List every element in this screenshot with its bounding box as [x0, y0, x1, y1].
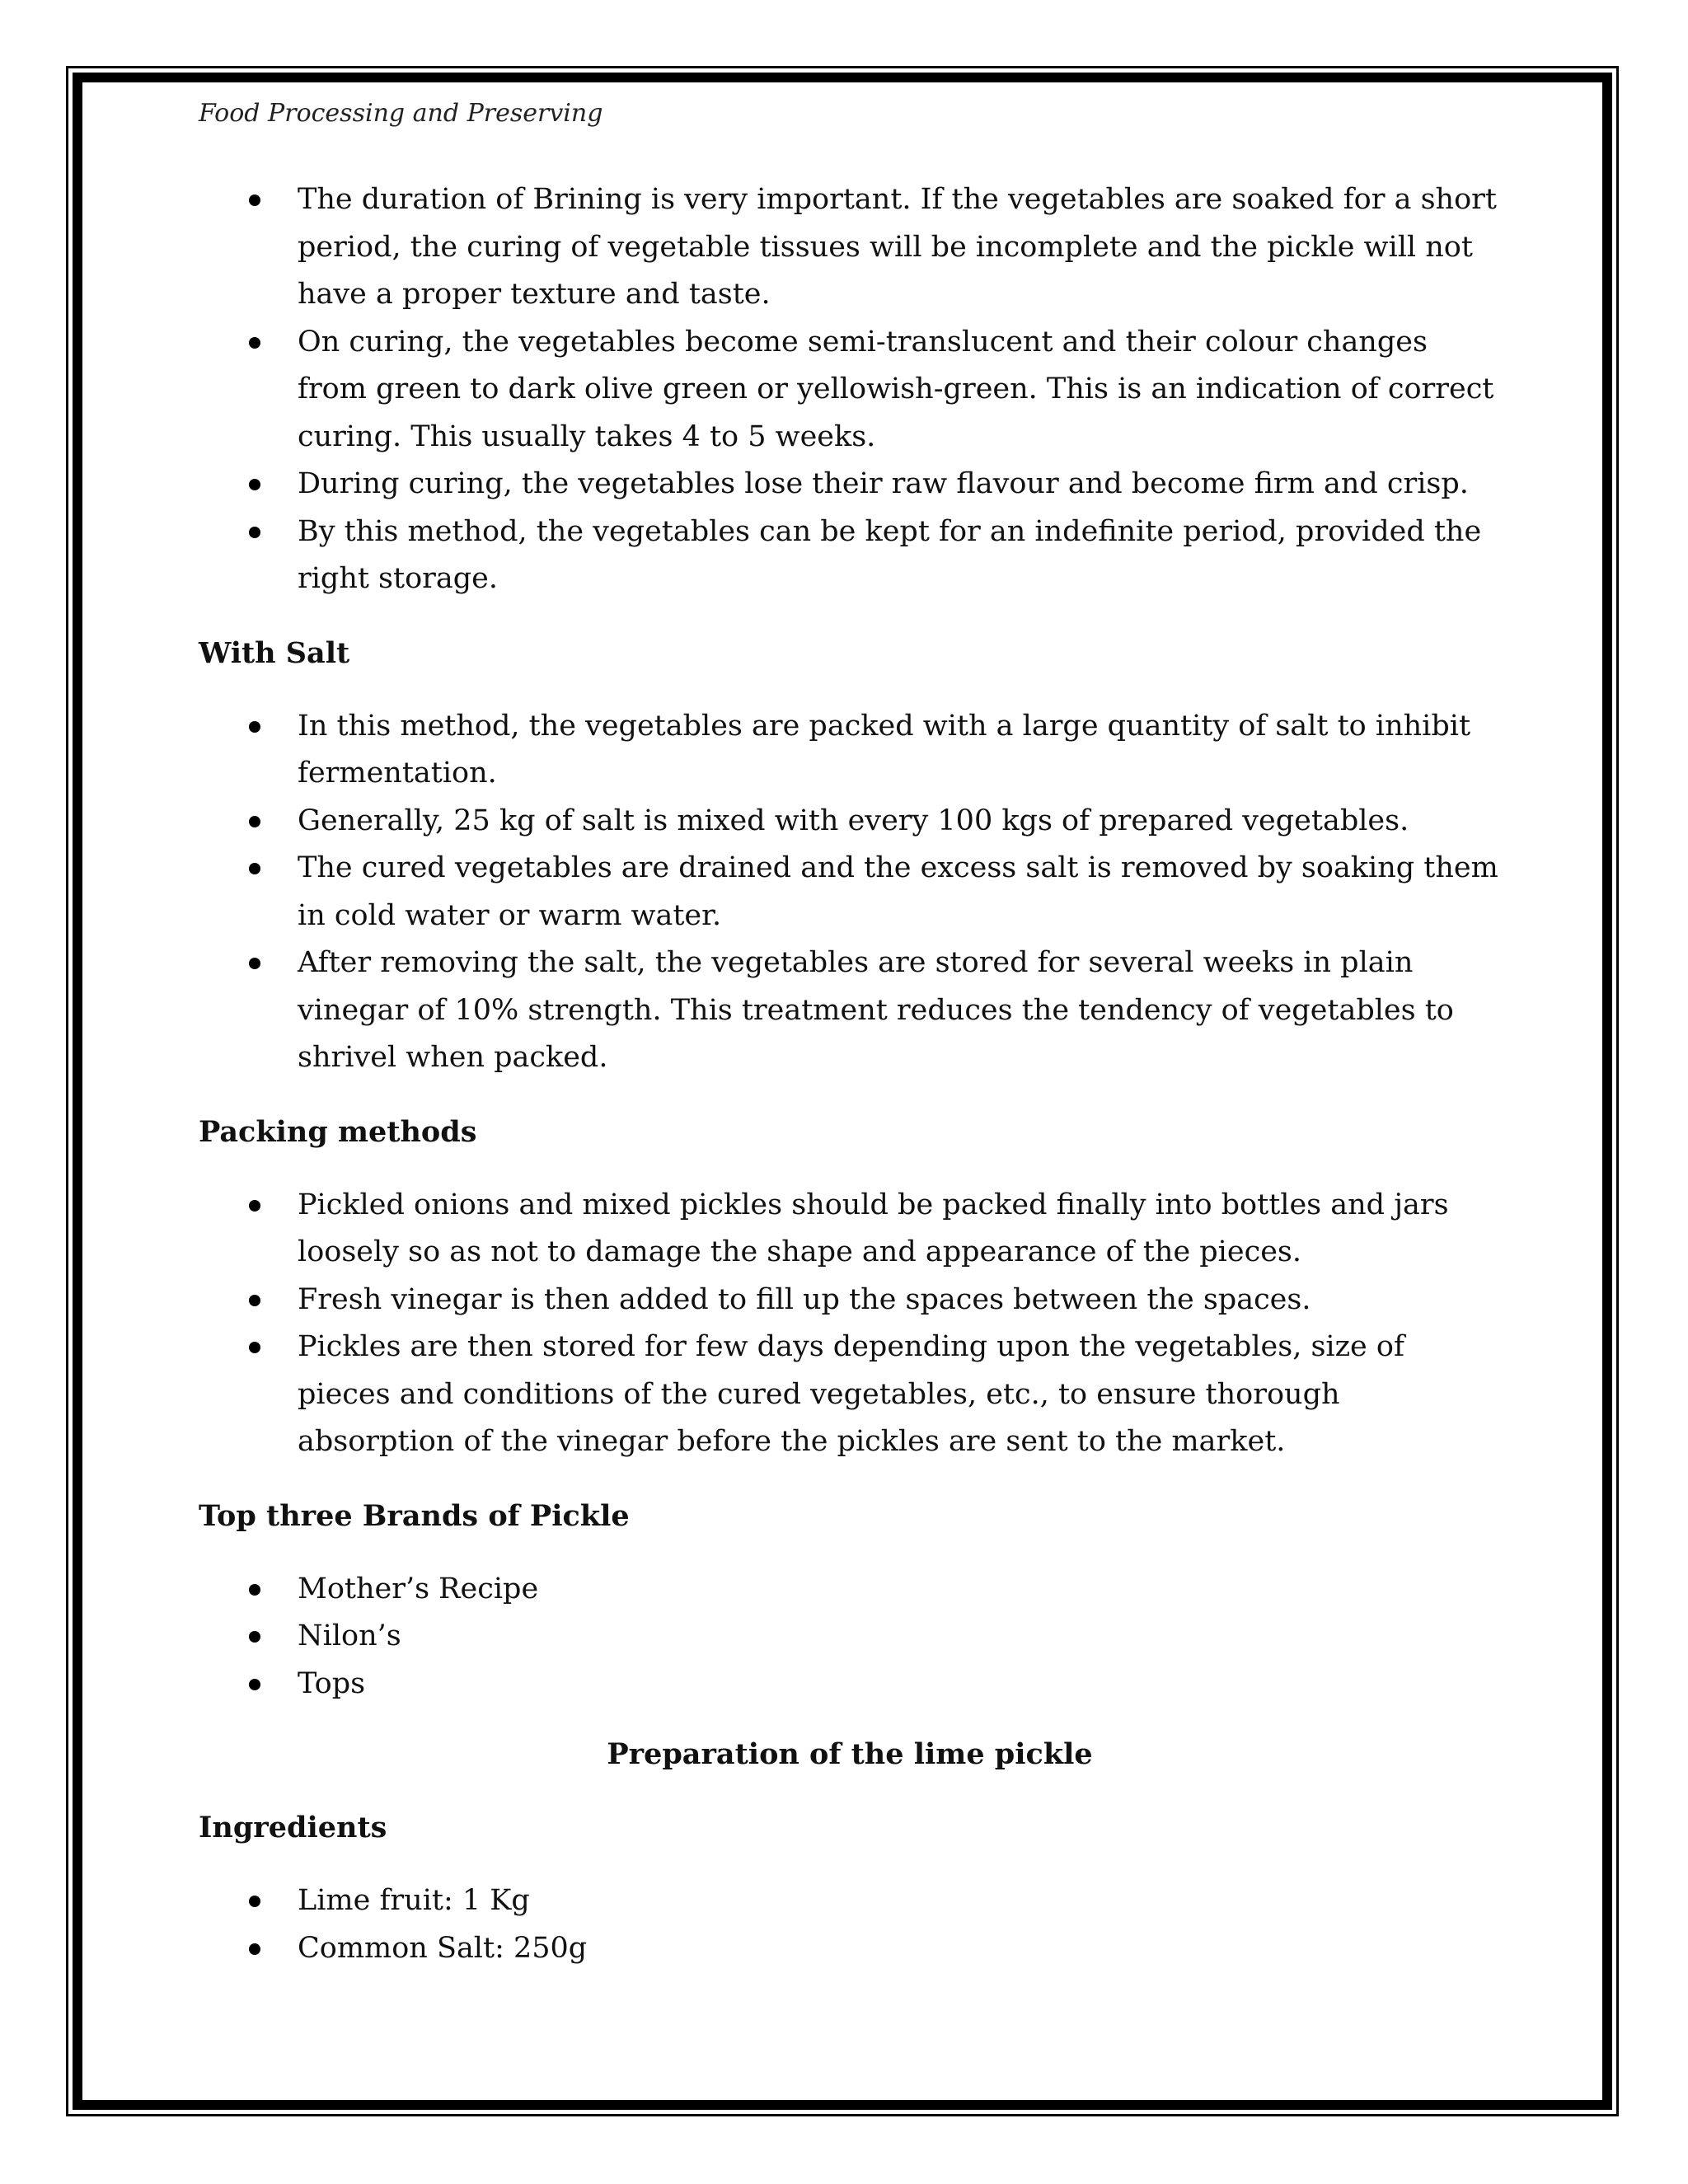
- bullet-icon: [249, 1631, 260, 1643]
- list-item: [199, 1877, 1501, 1925]
- list-item: [199, 1613, 1501, 1661]
- list-item: [199, 1324, 1501, 1466]
- list-item-text: The duration of Brining is very important. If the vegetables are soaked for a short period, the curing of vegetable tissues will be incomplete and the pickle will not have a proper texture and taste.: [298, 183, 1497, 311]
- bullet-icon: [249, 527, 260, 538]
- bullet-icon: [249, 863, 260, 874]
- list-item: [199, 845, 1501, 940]
- list-item: [199, 1661, 1501, 1708]
- list-item-text: Pickles are then stored for few days depending upon the vegetables, size of pieces and conditions of the cured vegetables, etc., to ensure thorough absorption of the vinegar before the pickles are sent to the market.: [298, 1330, 1404, 1458]
- list-item-text: Common Salt: 250g: [298, 1931, 588, 1965]
- ingredients-list: [199, 1877, 1501, 1972]
- bullet-icon: [249, 1679, 260, 1690]
- list-item-text: Mother’s Recipe: [298, 1572, 539, 1605]
- top-brands-list: [199, 1566, 1501, 1708]
- bullet-icon: [249, 1200, 260, 1212]
- bullet-icon: [249, 1943, 260, 1955]
- list-item-text: In this method, the vegetables are packed with a large quantity of salt to inhibit fermentation.: [298, 709, 1471, 790]
- list-item-text: Fresh vinegar is then added to fill up the spaces between the spaces.: [298, 1282, 1311, 1316]
- section-heading-with-salt: With Salt: [199, 635, 350, 670]
- bullet-icon: [249, 194, 260, 206]
- page-content: [199, 97, 1501, 1972]
- list-item: [199, 798, 1501, 846]
- list-item-text: During curing, the vegetables lose their raw flavour and become firm and crisp.: [298, 467, 1469, 500]
- list-item: [199, 1925, 1501, 1973]
- with-salt-list: [199, 703, 1501, 1082]
- list-item-text: On curing, the vegetables become semi-translucent and their colour changes from green to dark olive green or yellowish-green. This is an indication of correct curing. This usually takes 4 to 5 weeks.: [298, 325, 1494, 453]
- list-item-text: The cured vegetables are drained and the excess salt is removed by soaking them in cold water or warm water.: [298, 851, 1498, 932]
- list-item: [199, 1182, 1501, 1277]
- section-heading-packing-methods: Packing methods: [199, 1114, 477, 1149]
- bullet-icon: [249, 1584, 260, 1596]
- list-item: [199, 176, 1501, 319]
- list-item-text: Generally, 25 kg of salt is mixed with every 100 kgs of prepared vegetables.: [298, 804, 1409, 837]
- bullet-icon: [249, 721, 260, 733]
- bullet-icon: [249, 816, 260, 827]
- list-item: [199, 703, 1501, 798]
- bullet-icon: [249, 479, 260, 490]
- bullet-icon: [249, 1295, 260, 1306]
- list-item-text: Tops: [298, 1666, 366, 1700]
- brining-list: [199, 176, 1501, 603]
- bullet-icon: [249, 958, 260, 969]
- list-item-text: After removing the salt, the vegetables are stored for several weeks in plain vinegar of 10% strength. This treatment reduces the tendency of vegetables to shrivel when packed.: [298, 946, 1454, 1074]
- list-item: [199, 1566, 1501, 1614]
- lime-pickle-title: Preparation of the lime pickle: [607, 1737, 1093, 1771]
- list-item-text: By this method, the vegetables can be kept for an indefinite period, provided the right storage.: [298, 514, 1482, 595]
- packing-methods-list: [199, 1182, 1501, 1466]
- section-heading-ingredients: Ingredients: [199, 1811, 387, 1844]
- running-header: Food Processing and Preserving: [199, 99, 603, 128]
- list-item: [199, 509, 1501, 603]
- list-item: [199, 1277, 1501, 1324]
- section-heading-top-brands: Top three Brands of Pickle: [199, 1498, 630, 1533]
- bullet-icon: [249, 337, 260, 349]
- list-item-text: Nilon’s: [298, 1619, 401, 1652]
- list-item-text: Pickled onions and mixed pickles should be packed finally into bottles and jars loosely so as not to damage the shape and appearance of the pieces.: [298, 1188, 1449, 1268]
- list-item: [199, 940, 1501, 1082]
- list-item: [199, 319, 1501, 462]
- list-item-text: Lime fruit: 1 Kg: [298, 1884, 530, 1917]
- bullet-icon: [249, 1342, 260, 1353]
- list-item: [199, 461, 1501, 509]
- bullet-icon: [249, 1896, 260, 1907]
